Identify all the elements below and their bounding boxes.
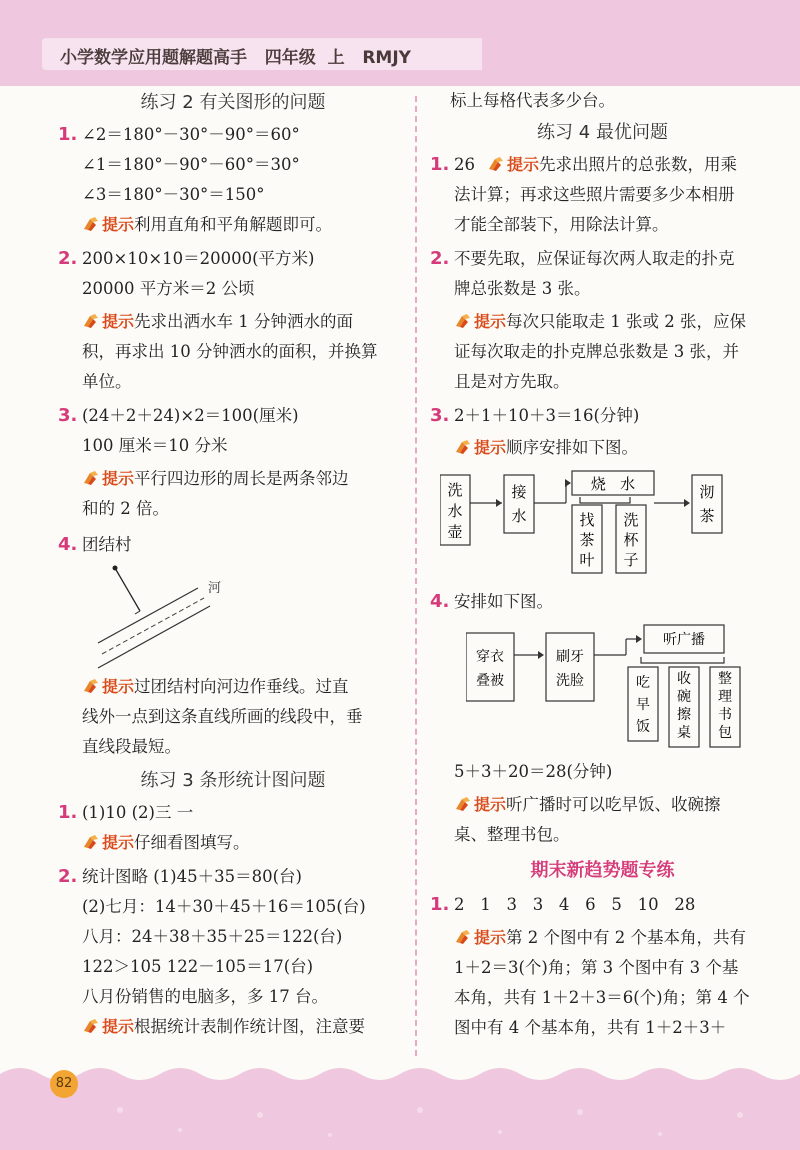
box-brush-label: 洗脸 (556, 673, 584, 689)
perpendicular-line (115, 568, 140, 611)
hint-line: 提示听广播时可以吃早饭、收碗擦 (430, 790, 775, 820)
arrowhead (496, 499, 502, 507)
box-dress-label: 穿衣 (476, 649, 504, 665)
hint-line: 图中有 4 个基本角，共有 1＋2＋3＋ (454, 1018, 727, 1037)
continued-line: 标上每格代表多少台。 (450, 91, 615, 110)
question-number: 2. (430, 248, 450, 269)
hint-line: 1＋2＝3(个)角；第 3 个图中有 3 个基 (454, 958, 739, 977)
section-title-ex2: 练习 2 有关图形的问题 (140, 92, 326, 113)
hint-icon (82, 470, 100, 486)
question-number: 2. (58, 866, 78, 887)
hint-line: 提示利用直角和平角解题即可。 (58, 210, 408, 240)
question-number: 1. (430, 894, 450, 915)
question-number: 3. (430, 405, 450, 426)
box-dress-label: 叠被 (476, 673, 504, 689)
box-bag-char: 整 (718, 671, 732, 687)
box-bag-char: 包 (718, 725, 732, 741)
answer-line: 5＋3＋20＝28(分钟) (454, 762, 613, 781)
hint-line: 证每次取走的扑克牌总张数是 3 张，并 (454, 342, 739, 361)
answer-line: 1. ∠2＝180°－30°－90°＝60° (58, 120, 408, 150)
box-wash-cup-char: 杯 (623, 531, 639, 549)
answer-line: 1. 2 1 3 3 4 6 5 10 28 (430, 890, 775, 920)
box-brush-label: 刷牙 (556, 649, 584, 665)
hint-icon (454, 439, 472, 455)
hint-line: 提示第 2 个图中有 2 个基本角，共有 (430, 923, 775, 953)
hint-line: 提示过团结村向河边作垂线。过直 (58, 672, 408, 702)
hint-label: 提示 (474, 312, 507, 331)
answer-line: 1. (1)10 (2)三 一 (58, 798, 408, 828)
box-find-tea-char: 茶 (579, 531, 595, 549)
box-fetch-water-char: 水 (511, 507, 527, 525)
question-number: 1. (58, 124, 78, 145)
box-breakfast-char: 饭 (636, 719, 650, 735)
river-bank-1 (98, 588, 198, 643)
arrowhead (538, 651, 544, 659)
bottom-wave-band (0, 1060, 800, 1150)
answer-line: 100 厘米＝10 分米 (82, 436, 228, 455)
box-dishes-char: 桌 (677, 725, 691, 741)
hint-line: 提示根据统计表制作统计图，注意要 (58, 1012, 408, 1042)
box-make-tea-char: 沏 (699, 483, 715, 501)
arrowhead (684, 499, 690, 507)
box-wash-pot-char: 洗 (447, 481, 463, 499)
box-bag-char: 书 (718, 707, 732, 723)
question-number: 4. (58, 534, 78, 555)
answer-line: 3. 2＋1＋10＋3＝16(分钟) (430, 401, 775, 431)
box-wash-pot-char: 水 (447, 502, 463, 520)
hint-line: 本角，共有 1＋2＋3＝6(个)角；第 4 个 (454, 988, 750, 1007)
box-breakfast-char: 早 (636, 697, 650, 713)
box-wash-cup-char: 子 (623, 551, 639, 569)
hint-label: 提示 (102, 312, 135, 331)
answer-line: 2. 200×10×10＝20000(平方米) (58, 244, 408, 274)
hint-icon (454, 313, 472, 329)
hint-label: 提示 (474, 795, 507, 814)
box-radio-label: 听广播 (663, 632, 705, 648)
tea-flow-diagram (440, 469, 740, 579)
hint-label: 提示 (102, 1017, 135, 1036)
answer-line: ∠1＝180°－90°－60°＝30° (82, 155, 300, 174)
hint-icon (454, 796, 472, 812)
box-dress (466, 633, 514, 701)
hint-line: 提示平行四边形的周长是两条邻边 (58, 464, 408, 494)
hint-line: 线外一点到这条直线所画的线段中，垂 (82, 707, 363, 726)
box-boil-water-label: 烧 水 (590, 475, 636, 493)
question-number: 3. (58, 405, 78, 426)
box-find-tea-char: 找 (579, 511, 595, 529)
question-number: 2. (58, 248, 78, 269)
hint-icon (454, 929, 472, 945)
hint-line: 和的 2 倍。 (82, 499, 169, 518)
section-title-ex3: 练习 3 条形统计图问题 (140, 770, 326, 791)
hint-icon (487, 156, 505, 172)
page-number-badge: 82 (50, 1070, 78, 1098)
box-wash-pot-char: 壶 (447, 523, 463, 541)
hint-line: 直线段最短。 (82, 737, 181, 756)
hint-label: 提示 (474, 438, 507, 457)
answer-line: 1. 26 提示先求出照片的总张数，用乘 (430, 150, 775, 180)
hint-line: 才能全部装下，用除法计算。 (454, 215, 669, 234)
hint-label: 提示 (102, 833, 135, 852)
box-fetch-water-char: 接 (511, 483, 527, 501)
hint-label: 提示 (102, 677, 135, 696)
answer-line: 122＞105 122－105＝17(台) (82, 957, 314, 976)
box-bag-char: 理 (718, 689, 732, 705)
hint-line: 提示顺序安排如下图。 (430, 433, 775, 463)
answer-line: ∠3＝180°－30°＝150° (82, 185, 265, 204)
answer-line: 八月：24＋38＋35＋25＝122(台) (82, 927, 343, 946)
section-title-final: 期末新趋势题专练 (530, 860, 675, 881)
morning-flow-diagram (466, 621, 766, 751)
answer-line: 牌总张数是 3 张。 (454, 279, 591, 298)
hint-label: 提示 (507, 155, 540, 174)
answer-line: 4. 团结村 (58, 530, 408, 560)
hint-label: 提示 (474, 928, 507, 947)
left-column (58, 86, 408, 1042)
hint-line: 且是对方先取。 (454, 372, 570, 391)
box-dishes-char: 收 (677, 671, 691, 687)
right-column (430, 86, 775, 1043)
hint-icon (82, 216, 100, 232)
answer-line: 4. 安排如下图。 (430, 587, 775, 617)
box-brush (546, 633, 594, 701)
arrowhead (565, 479, 571, 487)
river-label: 河 (208, 581, 222, 596)
box-find-tea-char: 叶 (579, 551, 595, 569)
column-divider (415, 96, 417, 1056)
river-bank-2 (98, 606, 210, 668)
box-make-tea-char: 茶 (699, 507, 715, 525)
hint-line: 桌、整理书包。 (454, 825, 570, 844)
answer-line: (2)七月：14＋30＋45＋16＝105(台) (82, 897, 366, 916)
river-middle (102, 598, 204, 654)
hint-line: 单位。 (82, 372, 132, 391)
right-angle-mark (135, 611, 140, 614)
hint-icon (82, 1018, 100, 1034)
section-title-ex4: 练习 4 最优问题 (537, 122, 668, 143)
hint-line: 法计算；再求这些照片需要多少本相册 (454, 185, 735, 204)
hint-icon (82, 834, 100, 850)
hint-line: 积，再求出 10 分钟洒水的面积，并换算 (82, 342, 378, 361)
box-dishes-char: 碗 (677, 689, 691, 705)
sub-connector (641, 657, 724, 663)
river-diagram (88, 560, 288, 670)
hint-label: 提示 (102, 215, 135, 234)
hint-icon (82, 678, 100, 694)
hint-icon (82, 313, 100, 329)
box-dishes-char: 擦 (677, 707, 691, 723)
hint-line: 提示仔细看图填写。 (58, 828, 408, 858)
answer-line: 八月份销售的电脑多，多 17 台。 (82, 987, 328, 1006)
hint-label: 提示 (102, 469, 135, 488)
question-number: 1. (430, 154, 450, 175)
book-title: 小学数学应用题解题高手 四年级 上 RMJY (60, 48, 411, 68)
question-number: 4. (430, 591, 450, 612)
answer-line: 2. 不要先取，应保证每次两人取走的扑克 (430, 244, 775, 274)
hint-line: 提示每次只能取走 1 张或 2 张，应保 (430, 307, 775, 337)
answer-line: 2. 统计图略 (1)45＋35＝80(台) (58, 862, 408, 892)
sub-connector (580, 497, 630, 503)
answer-line: 3. (24＋2＋24)×2＝100(厘米) (58, 401, 408, 431)
box-breakfast-char: 吃 (636, 675, 650, 691)
hint-line: 提示先求出洒水车 1 分钟洒水的面 (58, 307, 408, 337)
question-number: 1. (58, 802, 78, 823)
answer-line: 20000 平方米＝2 公顷 (82, 279, 255, 298)
box-wash-cup-char: 洗 (623, 511, 639, 529)
